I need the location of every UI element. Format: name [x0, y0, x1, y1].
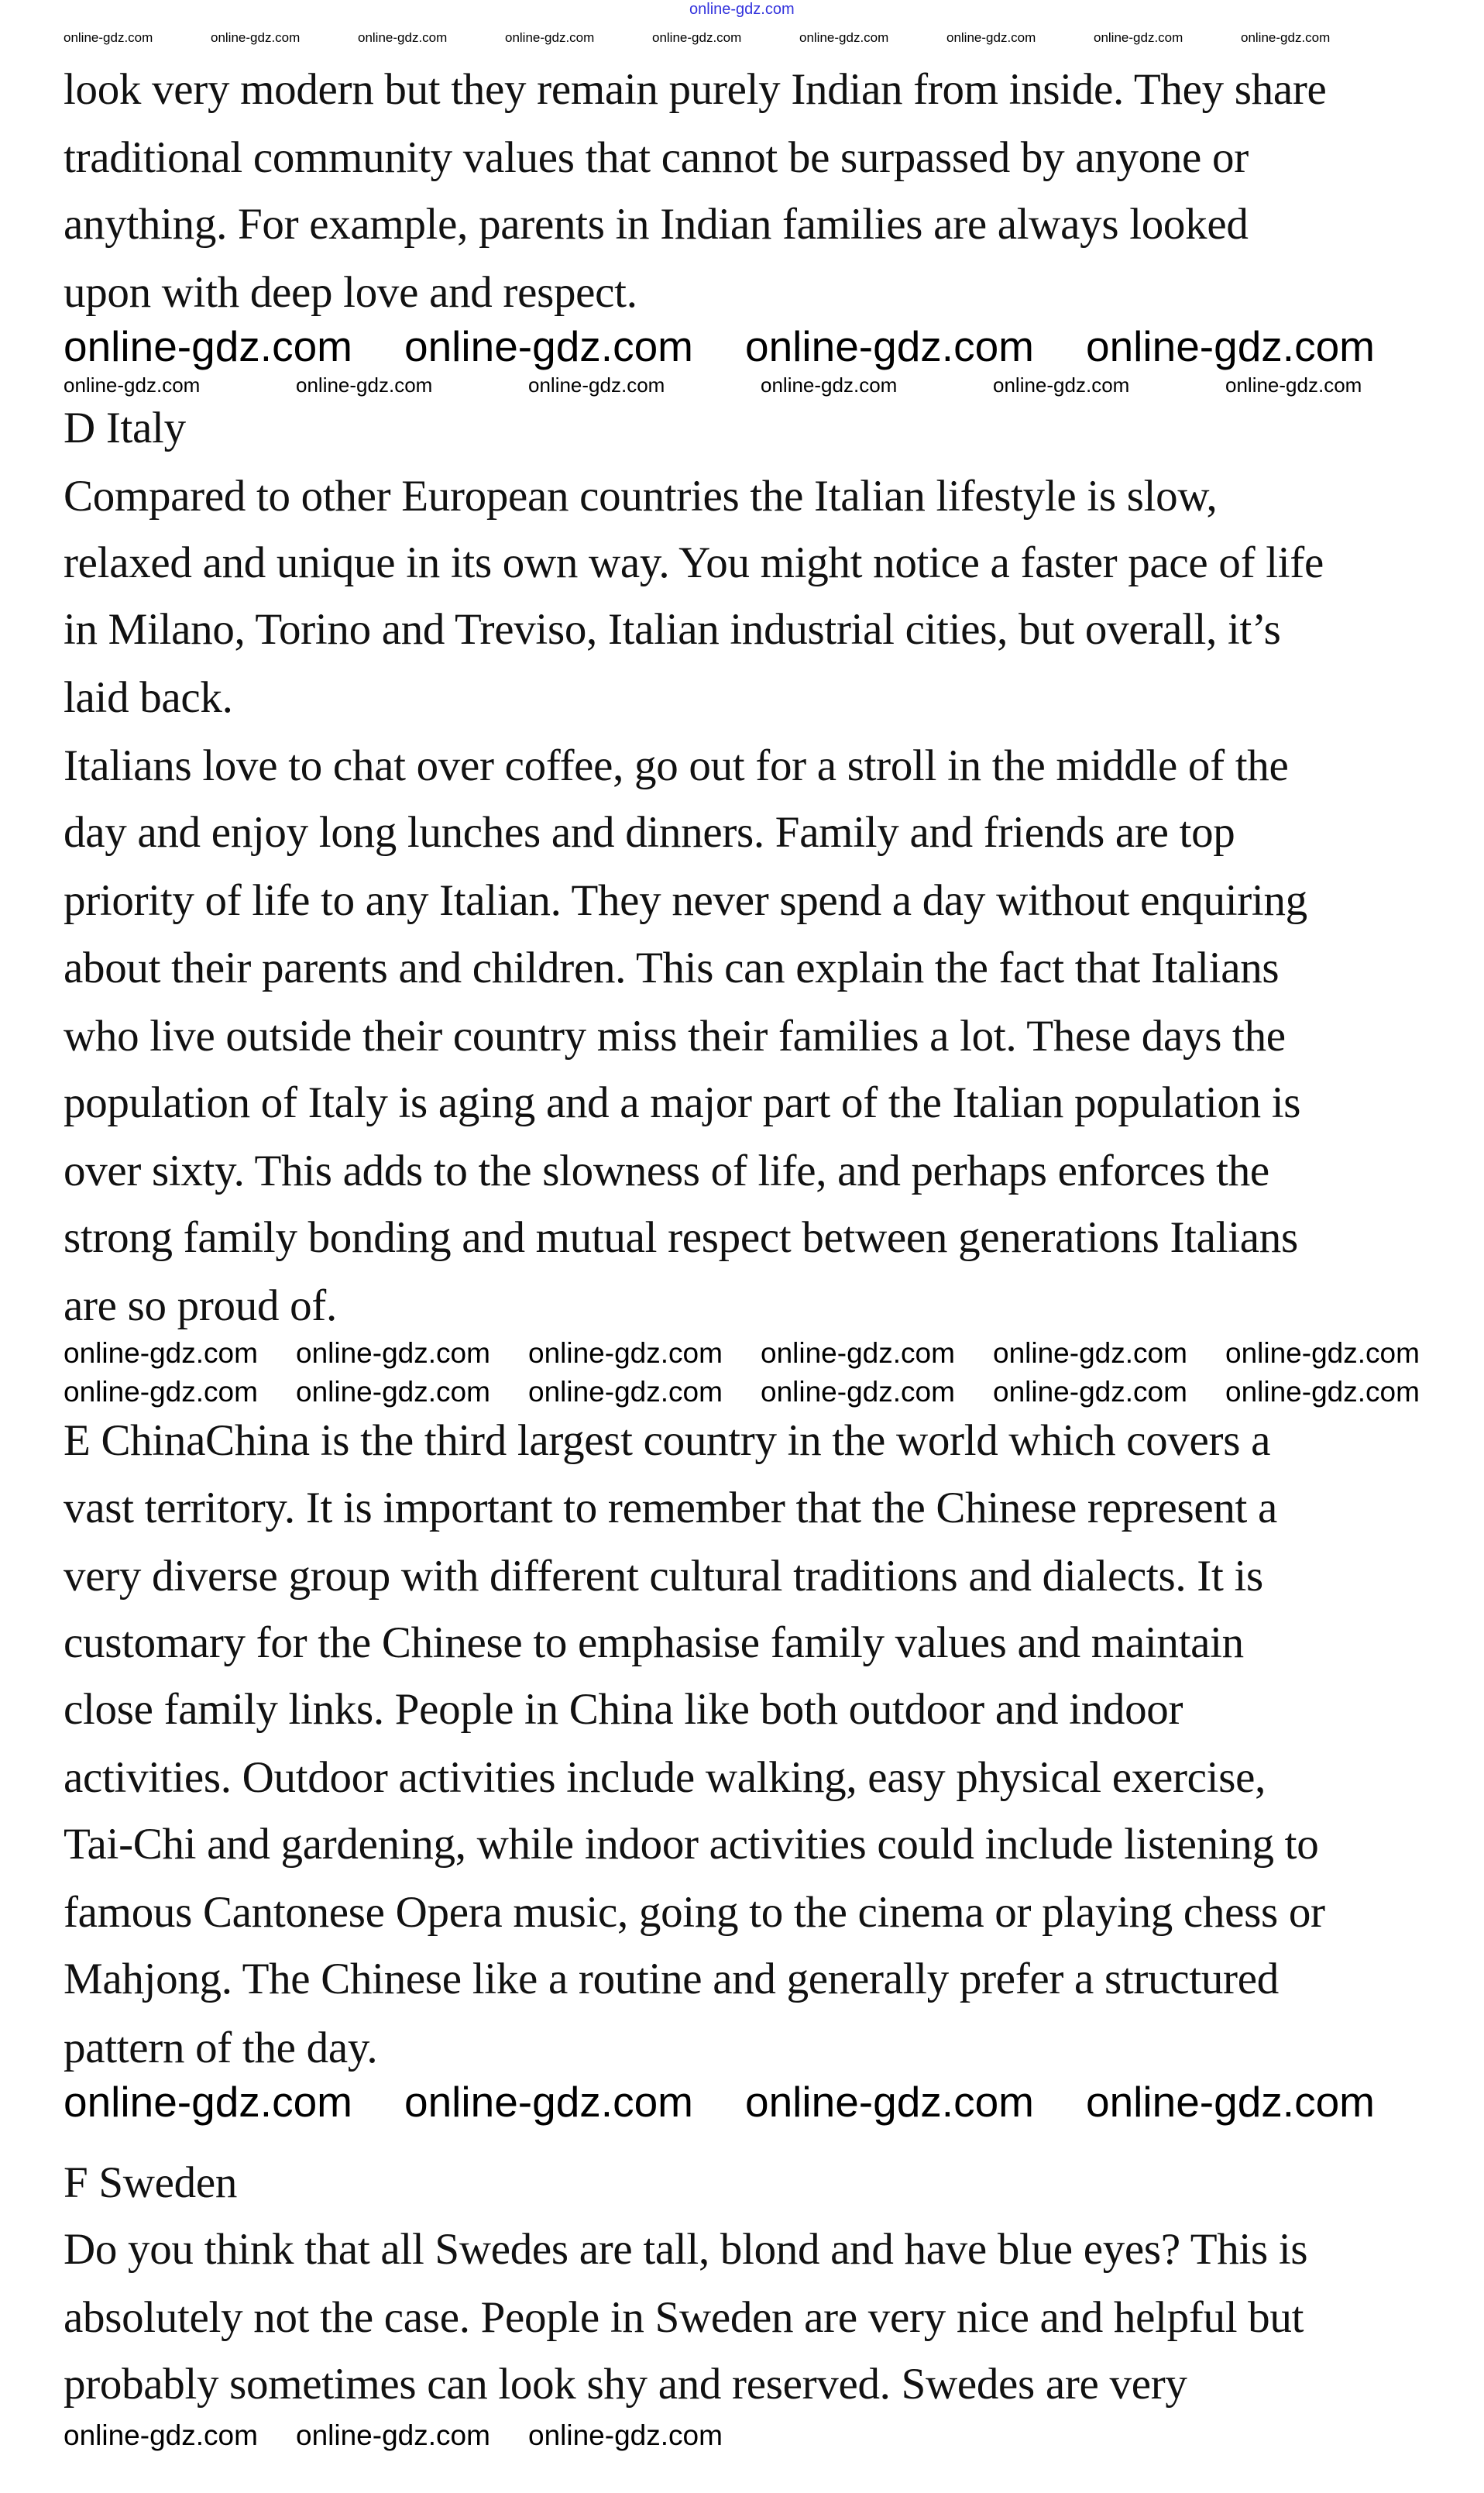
- text-line: are so proud of.: [64, 1281, 337, 1331]
- text-line: strong family bonding and mutual respect between generations Italians: [64, 1213, 1298, 1263]
- watermark: online-gdz.com: [64, 2078, 352, 2126]
- watermark: online-gdz.com: [1225, 1337, 1420, 1369]
- watermark: online-gdz.com: [761, 1376, 955, 1408]
- watermark: online-gdz.com: [64, 1376, 258, 1408]
- watermark: online-gdz.com: [528, 2419, 723, 2451]
- watermark: online-gdz.com: [528, 1376, 723, 1408]
- section-heading: D Italy: [64, 403, 186, 452]
- text-line: very diverse group with different cultural traditions and dialects. It is: [64, 1551, 1263, 1601]
- text-line: priority of life to any Italian. They never spend a day without enquiring: [64, 876, 1307, 926]
- watermark: online-gdz.com: [761, 373, 898, 397]
- text-line: Italians love to chat over coffee, go out for a stroll in the middle of the: [64, 741, 1289, 791]
- watermark: online-gdz.com: [296, 1337, 490, 1369]
- text-line: customary for the Chinese to emphasise family values and maintain: [64, 1618, 1244, 1667]
- text-line: Compared to other European countries the Italian lifestyle is slow,: [64, 471, 1218, 521]
- watermark: online-gdz.com: [64, 30, 153, 45]
- text-line: vast territory. It is important to remember that the Chinese represent a: [64, 1483, 1278, 1532]
- watermark: online-gdz.com: [505, 30, 595, 45]
- text-line: relaxed and unique in its own way. You might notice a faster pace of life: [64, 538, 1324, 587]
- text-line: close family links. People in China like both outdoor and indoor: [64, 1684, 1183, 1734]
- watermark: online-gdz.com: [993, 1337, 1187, 1369]
- text-line: absolutely not the case. People in Sweden are very nice and helpful but: [64, 2293, 1304, 2343]
- text-line: about their parents and children. This can explain the fact that Italians: [64, 943, 1280, 992]
- watermark: online-gdz.com: [64, 373, 201, 397]
- watermark: online-gdz.com: [1241, 30, 1331, 45]
- watermark: online-gdz.com: [296, 1376, 490, 1408]
- text-line: pattern of the day.: [64, 2023, 378, 2072]
- text-line: population of Italy is aging and a major part of the Italian population is: [64, 1078, 1301, 1127]
- text-line: over sixty. This adds to the slowness of life, and perhaps enforces the: [64, 1146, 1269, 1195]
- watermark: online-gdz.com: [745, 2078, 1034, 2126]
- watermark: online-gdz.com: [404, 322, 693, 370]
- text-line: traditional community values that cannot be surpassed by anyone or: [64, 133, 1249, 183]
- watermark: online-gdz.com: [993, 373, 1130, 397]
- text-line: Mahjong. The Chinese like a routine and generally prefer a structured: [64, 1955, 1279, 2004]
- watermark: online-gdz.com: [296, 2419, 490, 2451]
- watermark: online-gdz.com: [64, 2419, 258, 2451]
- section-heading: F Sweden: [64, 2158, 238, 2207]
- text-line: look very modern but they remain purely Indian from inside. They share: [64, 64, 1327, 114]
- watermark: online-gdz.com: [689, 1, 795, 18]
- text-line: anything. For example, parents in Indian families are always looked: [64, 200, 1249, 249]
- text-line: upon with deep love and respect.: [64, 268, 637, 318]
- watermark: online-gdz.com: [993, 1376, 1187, 1408]
- watermark: online-gdz.com: [1086, 2078, 1375, 2126]
- watermark: online-gdz.com: [1086, 322, 1375, 370]
- text-line: Tai-Chi and gardening, while indoor activities could include listening to: [64, 1820, 1319, 1869]
- watermark: online-gdz.com: [528, 373, 665, 397]
- text-line: activities. Outdoor activities include walking, easy physical exercise,: [64, 1753, 1266, 1803]
- watermark: online-gdz.com: [528, 1337, 723, 1369]
- watermark: online-gdz.com: [799, 30, 889, 45]
- section-heading-line: E ChinaChina is the third largest country in the world which covers a: [64, 1416, 1271, 1466]
- watermark: online-gdz.com: [1225, 373, 1362, 397]
- watermark: online-gdz.com: [404, 2078, 693, 2126]
- text-line: day and enjoy long lunches and dinners. Family and friends are top: [64, 808, 1235, 858]
- watermark: online-gdz.com: [211, 30, 301, 45]
- text-line: famous Cantonese Opera music, going to the cinema or playing chess or: [64, 1888, 1325, 1938]
- text-line: laid back.: [64, 673, 233, 723]
- text-line: who live outside their country miss their families a lot. These days the: [64, 1011, 1286, 1061]
- text-line: in Milano, Torino and Treviso, Italian industrial cities, but overall, it’s: [64, 604, 1281, 654]
- watermark: online-gdz.com: [761, 1337, 955, 1369]
- watermark: online-gdz.com: [1225, 1376, 1420, 1408]
- watermark: online-gdz.com: [652, 30, 742, 45]
- text-line: probably sometimes can look shy and reserved. Swedes are very: [64, 2360, 1187, 2409]
- watermark: online-gdz.com: [64, 1337, 258, 1369]
- text-line: Do you think that all Swedes are tall, blond and have blue eyes? This is: [64, 2224, 1308, 2274]
- watermark: online-gdz.com: [296, 373, 433, 397]
- watermark: online-gdz.com: [358, 30, 448, 45]
- watermark: online-gdz.com: [1094, 30, 1183, 45]
- watermark: online-gdz.com: [946, 30, 1036, 45]
- watermark: online-gdz.com: [745, 322, 1034, 370]
- watermark: online-gdz.com: [64, 322, 352, 370]
